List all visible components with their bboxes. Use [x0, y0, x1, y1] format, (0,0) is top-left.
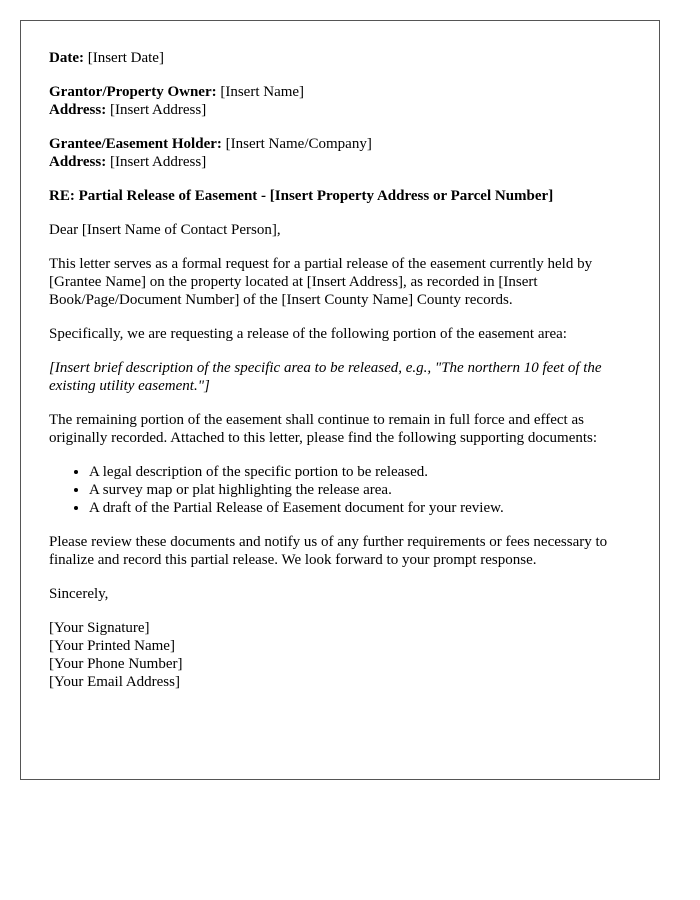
- grantee-address-label: Address:: [49, 154, 107, 170]
- letter-document: [20, 20, 660, 780]
- list-item: • A survey map or plat highlighting the release area.: [89, 481, 631, 499]
- subject-text: RE: Partial Release of Easement - [Insert Property Address or Parcel Number]: [49, 188, 554, 204]
- closing: Sincerely,: [49, 586, 109, 602]
- grantor-address-line: [49, 101, 631, 119]
- list-item: • A draft of the Partial Release of Easement document for your review.: [89, 499, 631, 517]
- body-paragraph-4: The remaining portion of the easement shall continue to remain in full force and effect as originally recorded. Attached to this letter, please find the following supporting documents:: [49, 412, 598, 446]
- date-line: [49, 49, 631, 67]
- release-area-description: [Insert brief description of the specific area to be released, e.g., "The northern 10 feet of the existing utility easement."]: [49, 360, 602, 394]
- signature-block: [49, 619, 631, 691]
- subject-line: [49, 187, 631, 205]
- grantee-address-value: [Insert Address]: [109, 154, 207, 170]
- grantor-name-line: [49, 83, 631, 101]
- date-label: Date:: [49, 50, 84, 66]
- grantor-name: [Insert Name]: [220, 84, 305, 100]
- grantee-name: [Insert Name/Company]: [225, 136, 372, 152]
- phone-number-line: [Your Phone Number]: [49, 656, 183, 672]
- grantor-address-value: [Insert Address]: [109, 102, 207, 118]
- grantor-label: Grantor/Property Owner:: [49, 84, 217, 100]
- date-value: [Insert Date]: [87, 50, 164, 66]
- printed-name-line: [Your Printed Name]: [49, 638, 175, 654]
- body-paragraph-2: Specifically, we are requesting a release of the following portion of the easement area:: [49, 326, 567, 342]
- body-paragraph-5: Please review these documents and notify us of any further requirements or fees necessary to finalize and record this partial release. We look forward to your prompt response.: [49, 534, 608, 568]
- grantee-label: Grantee/Easement Holder:: [49, 136, 222, 152]
- supporting-documents-list: [49, 463, 631, 517]
- grantee-block: [49, 135, 631, 171]
- list-item: • A legal description of the specific portion to be released.: [89, 463, 631, 481]
- grantor-address-label: Address:: [49, 102, 107, 118]
- signature-line: [Your Signature]: [49, 620, 150, 636]
- grantee-address-line: [49, 153, 631, 171]
- grantee-name-line: [49, 135, 631, 153]
- salutation: Dear [Insert Name of Contact Person],: [49, 222, 281, 238]
- email-address-line: [Your Email Address]: [49, 674, 180, 690]
- body-paragraph-1: This letter serves as a formal request for a partial release of the easement currently held by [Grantee Name] on the property located at [Insert Address], as recorded in [Insert Book/Page/Document Number] of the [Insert County Name] County records.: [49, 256, 593, 308]
- grantor-block: [49, 83, 631, 119]
